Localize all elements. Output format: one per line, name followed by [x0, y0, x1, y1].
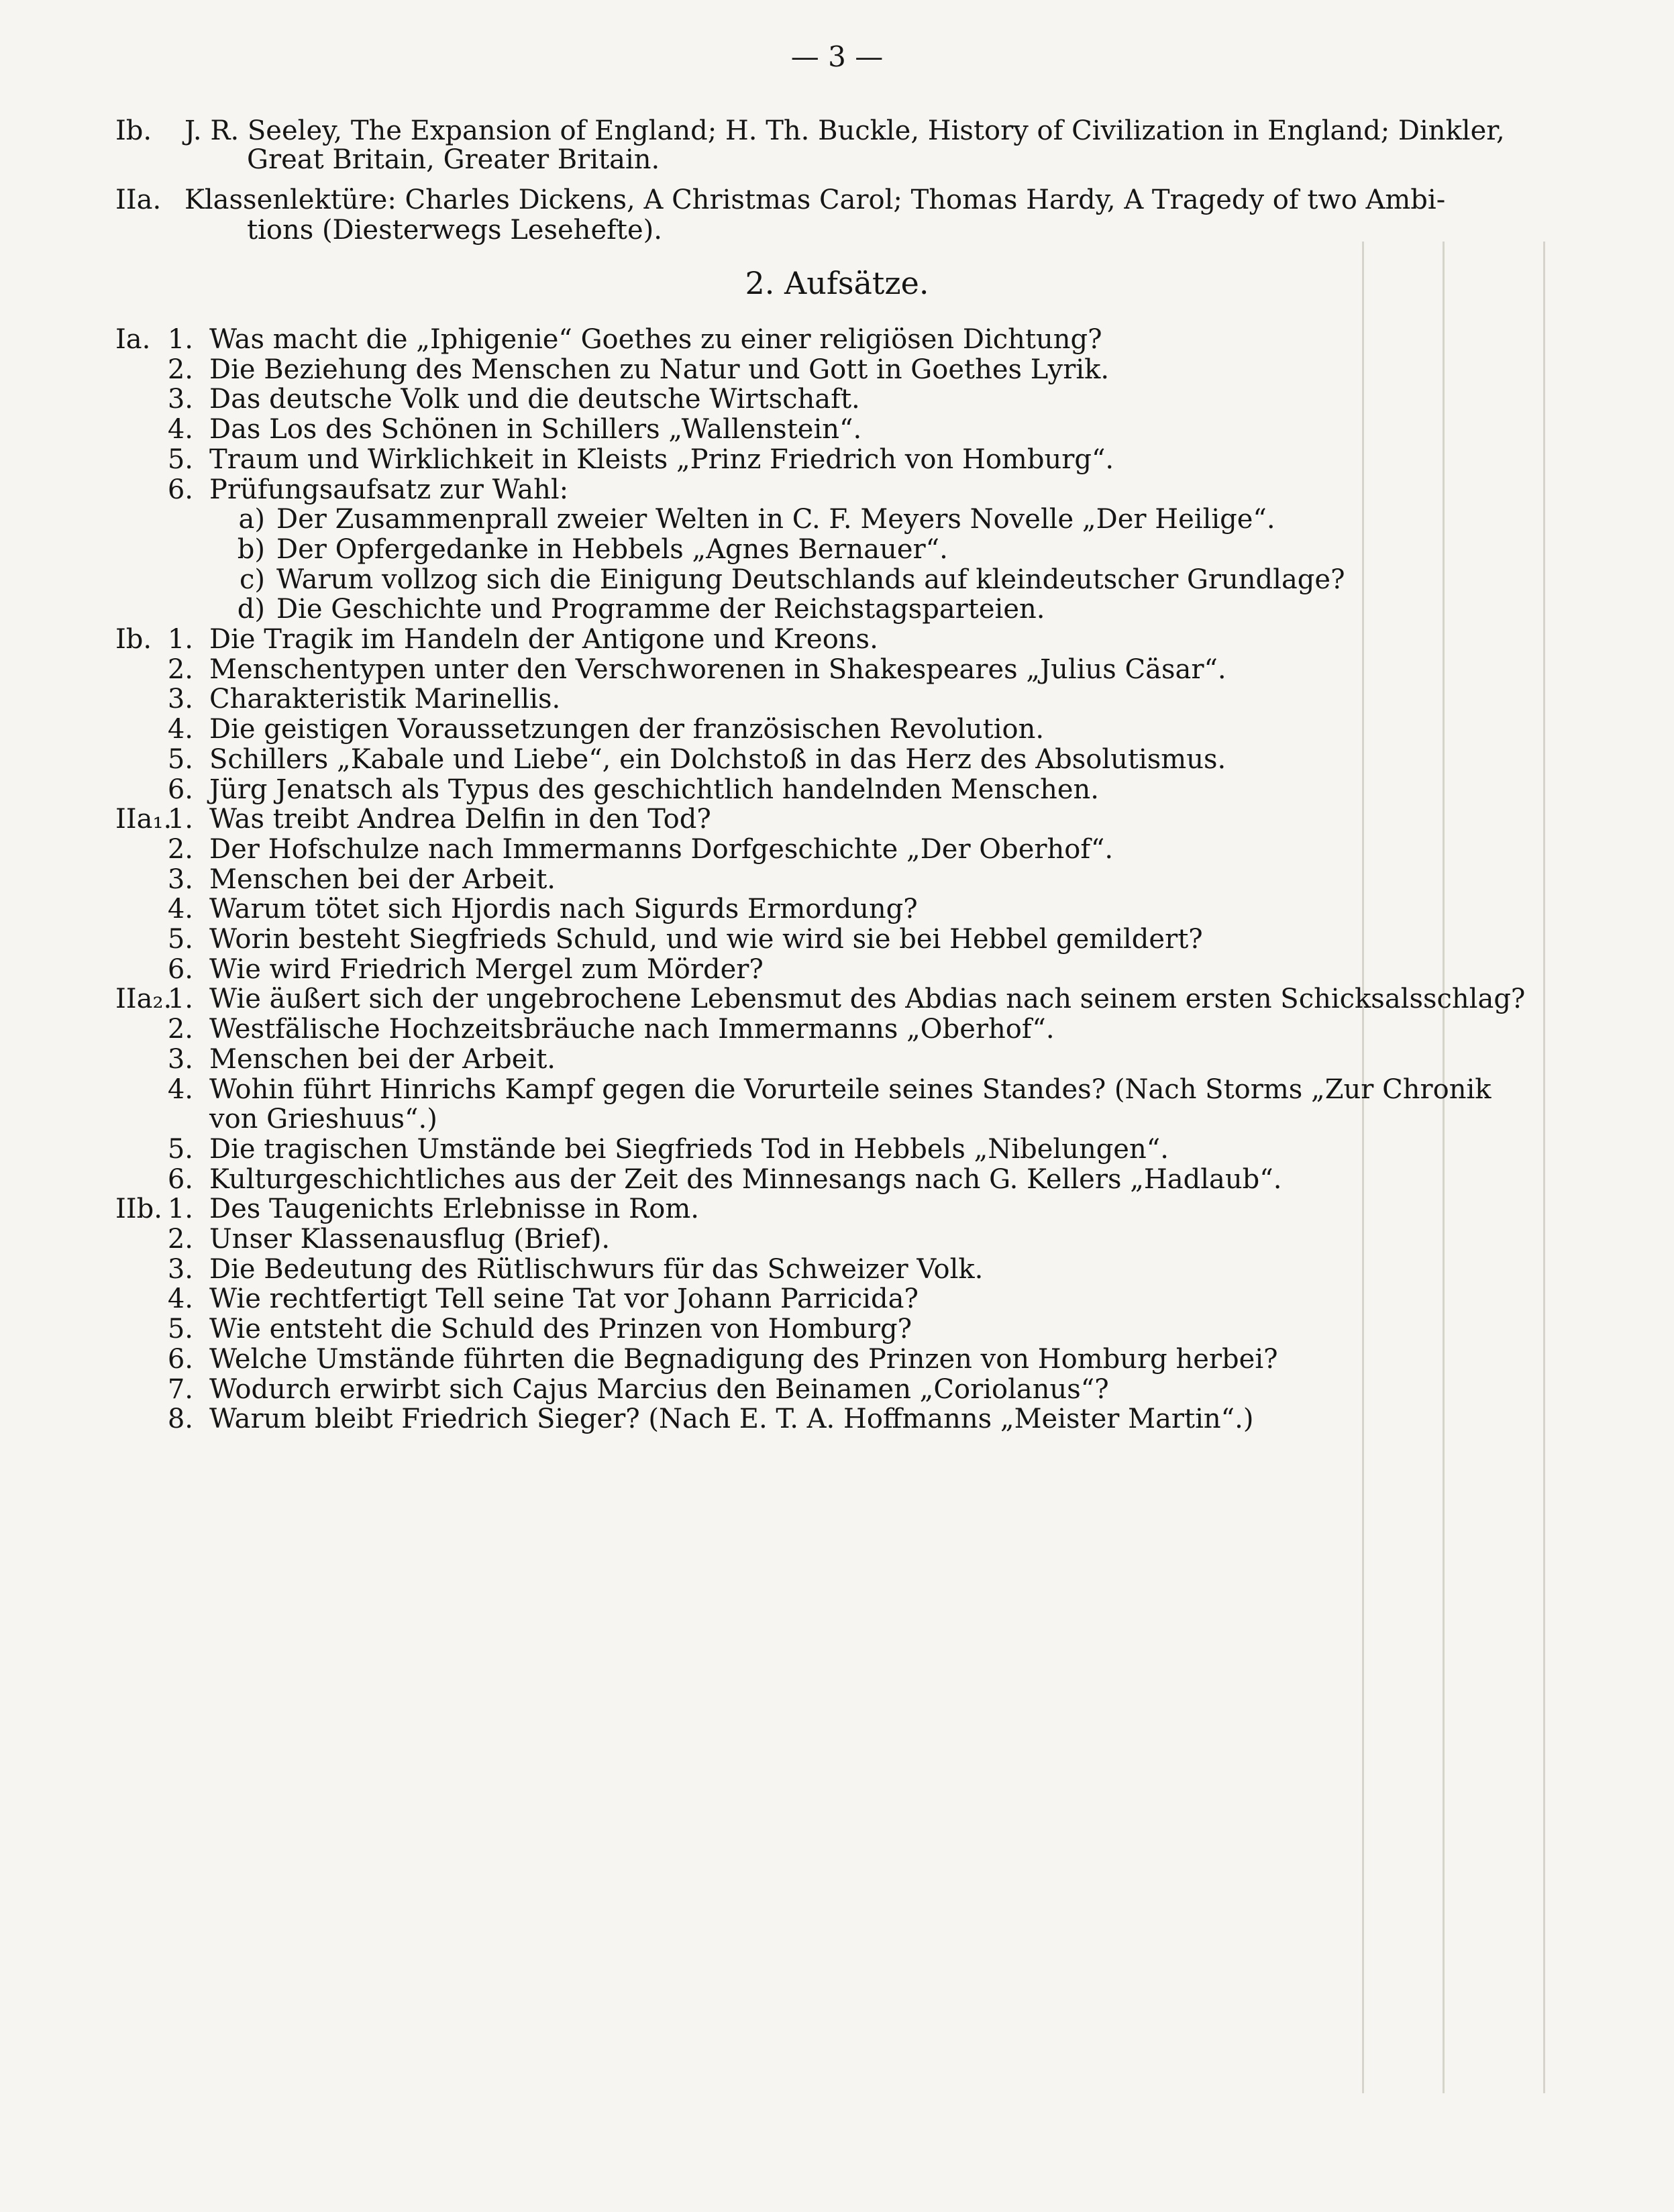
essay-topic: Die Beziehung des Menschen zu Natur und Gott in Goethes Lyrik. — [209, 354, 1110, 385]
essay-topic: Das deutsche Volk und die deutsche Wirtschaft. — [209, 384, 860, 415]
essay-topic: Was macht die „Iphigenie“ Goethes zu einer religiösen Dichtung? — [209, 324, 1102, 355]
essay-topic: Menschentypen unter den Verschworenen in Shakespeares „Julius Cäsar“. — [209, 653, 1226, 685]
item-number: 5. — [167, 924, 193, 955]
class-label: IIa₂. — [115, 984, 172, 1015]
class-label: IIa₁. — [115, 804, 172, 835]
essay-topic: Die Tragik im Handeln der Antigone und Kreons. — [209, 624, 878, 655]
item-number: 2. — [167, 833, 193, 865]
essay-topic: Warum tötet sich Hjordis nach Sigurds Ermordung? — [209, 894, 918, 925]
item-number: 4. — [167, 714, 193, 745]
item-number: 6. — [167, 953, 193, 985]
item-number: 6. — [167, 1343, 193, 1375]
item-number: 4. — [167, 894, 193, 925]
essay-topic: von Grieshuus“.) — [209, 1104, 437, 1135]
essay-subtopic: Warum vollzog sich die Einigung Deutschlands auf kleindeutscher Grundlage? — [276, 564, 1345, 595]
literature-class-label: Ib. — [115, 115, 152, 146]
literature-class-label: IIa. — [115, 185, 162, 215]
item-number: 8. — [167, 1404, 193, 1435]
item-number: 3. — [167, 1253, 193, 1285]
item-number: 2. — [167, 1224, 193, 1255]
item-number: 3. — [167, 1043, 193, 1075]
essay-topic: Was treibt Andrea Delfin in den Tod? — [209, 804, 711, 835]
class-label: Ia. — [115, 324, 151, 355]
item-letter: a) — [238, 504, 265, 535]
essay-topic: Das Los des Schönen in Schillers „Wallenstein“. — [209, 414, 862, 445]
literature-line: Klassenlektüre: Charles Dickens, A Christmas Carol; Thomas Hardy, A Tragedy of two Ambi- — [185, 185, 1446, 215]
item-letter: b) — [237, 533, 265, 565]
class-label: IIb. — [115, 1194, 162, 1225]
essay-topic: Traum und Wirklichkeit in Kleists „Prinz Friedrich von Homburg“. — [209, 443, 1114, 475]
essay-topic: Charakteristik Marinellis. — [209, 684, 561, 715]
item-number: 1. — [167, 804, 193, 835]
class-label: Ib. — [115, 624, 152, 655]
literature-line: tions (Diesterwegs Lesehefte). — [247, 215, 662, 246]
item-number: 6. — [167, 774, 193, 805]
item-number: 7. — [167, 1373, 193, 1405]
essay-topic: Worin besteht Siegfrieds Schuld, und wie wird sie bei Hebbel gemildert? — [209, 924, 1203, 955]
item-number: 1. — [167, 984, 193, 1015]
essay-topic: Westfälische Hochzeitsbräuche nach Immermanns „Oberhof“. — [209, 1014, 1055, 1045]
item-number: 5. — [167, 743, 193, 775]
essay-topic: Schillers „Kabale und Liebe“, ein Dolchstoß in das Herz des Absolutismus. — [209, 743, 1226, 775]
bleed-line — [1362, 242, 1364, 2093]
item-number: 3. — [167, 684, 193, 715]
essay-topic: Der Hofschulze nach Immermanns Dorfgeschichte „Der Oberhof“. — [209, 833, 1114, 865]
item-number: 1. — [167, 624, 193, 655]
item-number: 4. — [167, 1073, 193, 1105]
essay-topic: Wie äußert sich der ungebrochene Lebensmut des Abdias nach seinem ersten Schicksalsschlag? — [209, 984, 1526, 1015]
item-number: 2. — [167, 1014, 193, 1045]
item-number: 5. — [167, 443, 193, 475]
item-number: 5. — [167, 1314, 193, 1345]
item-number: 3. — [167, 863, 193, 895]
essay-topic: Jürg Jenatsch als Typus des geschichtlich handelnden Menschen. — [209, 774, 1099, 805]
essay-topic: Wie rechtfertigt Tell seine Tat vor Johann Parricida? — [209, 1283, 919, 1315]
essay-topic: Die geistigen Voraussetzungen der französischen Revolution. — [209, 714, 1045, 745]
item-number: 3. — [167, 384, 193, 415]
item-number: 6. — [167, 474, 193, 505]
essay-topic: Prüfungsaufsatz zur Wahl: — [209, 474, 569, 505]
bleed-line — [1443, 242, 1445, 2093]
bleed-line — [1543, 242, 1545, 2093]
item-letter: d) — [237, 594, 265, 625]
essay-topic: Menschen bei der Arbeit. — [209, 863, 556, 895]
section-heading: 2. Aufsätze. — [745, 265, 929, 301]
item-number: 2. — [167, 653, 193, 685]
essay-topic: Warum bleibt Friedrich Sieger? (Nach E. T. A. Hoffmanns „Meister Martin“.) — [209, 1404, 1254, 1435]
page-number: — 3 — — [790, 40, 884, 73]
item-number: 2. — [167, 354, 193, 385]
item-number: 1. — [167, 324, 193, 355]
essay-topic: Unser Klassenausflug (Brief). — [209, 1224, 611, 1255]
essay-topic: Die tragischen Umstände bei Siegfrieds Tod in Hebbels „Nibelungen“. — [209, 1133, 1169, 1165]
literature-line: Great Britain, Greater Britain. — [247, 144, 660, 175]
item-number: 4. — [167, 1283, 193, 1315]
essay-subtopic: Die Geschichte und Programme der Reichstagsparteien. — [276, 594, 1045, 625]
essay-subtopic: Der Opfergedanke in Hebbels „Agnes Bernauer“. — [276, 533, 948, 565]
essay-topic: Des Taugenichts Erlebnisse in Rom. — [209, 1194, 699, 1225]
essay-topic: Wohin führt Hinrichs Kampf gegen die Vorurteile seines Standes? (Nach Storms „Zur Chronik — [209, 1073, 1492, 1105]
essay-topic: Welche Umstände führten die Begnadigung des Prinzen von Homburg herbei? — [209, 1343, 1278, 1375]
item-number: 1. — [167, 1194, 193, 1225]
essay-topic: Menschen bei der Arbeit. — [209, 1043, 556, 1075]
essay-topic: Wie wird Friedrich Mergel zum Mörder? — [209, 953, 764, 985]
essay-topic: Kulturgeschichtliches aus der Zeit des Minnesangs nach G. Kellers „Hadlaub“. — [209, 1163, 1282, 1195]
literature-line: J. R. Seeley, The Expansion of England; H. Th. Buckle, History of Civilization in England; Dinkler, — [185, 115, 1505, 146]
item-number: 6. — [167, 1163, 193, 1195]
essay-subtopic: Der Zusammenprall zweier Welten in C. F. Meyers Novelle „Der Heilige“. — [276, 504, 1275, 535]
item-number: 4. — [167, 414, 193, 445]
item-number: 5. — [167, 1133, 193, 1165]
essay-topic: Wodurch erwirbt sich Cajus Marcius den Beinamen „Coriolanus“? — [209, 1373, 1109, 1405]
essay-topic: Wie entsteht die Schuld des Prinzen von Homburg? — [209, 1314, 912, 1345]
item-letter: c) — [239, 564, 265, 595]
essay-topic: Die Bedeutung des Rütlischwurs für das Schweizer Volk. — [209, 1253, 984, 1285]
